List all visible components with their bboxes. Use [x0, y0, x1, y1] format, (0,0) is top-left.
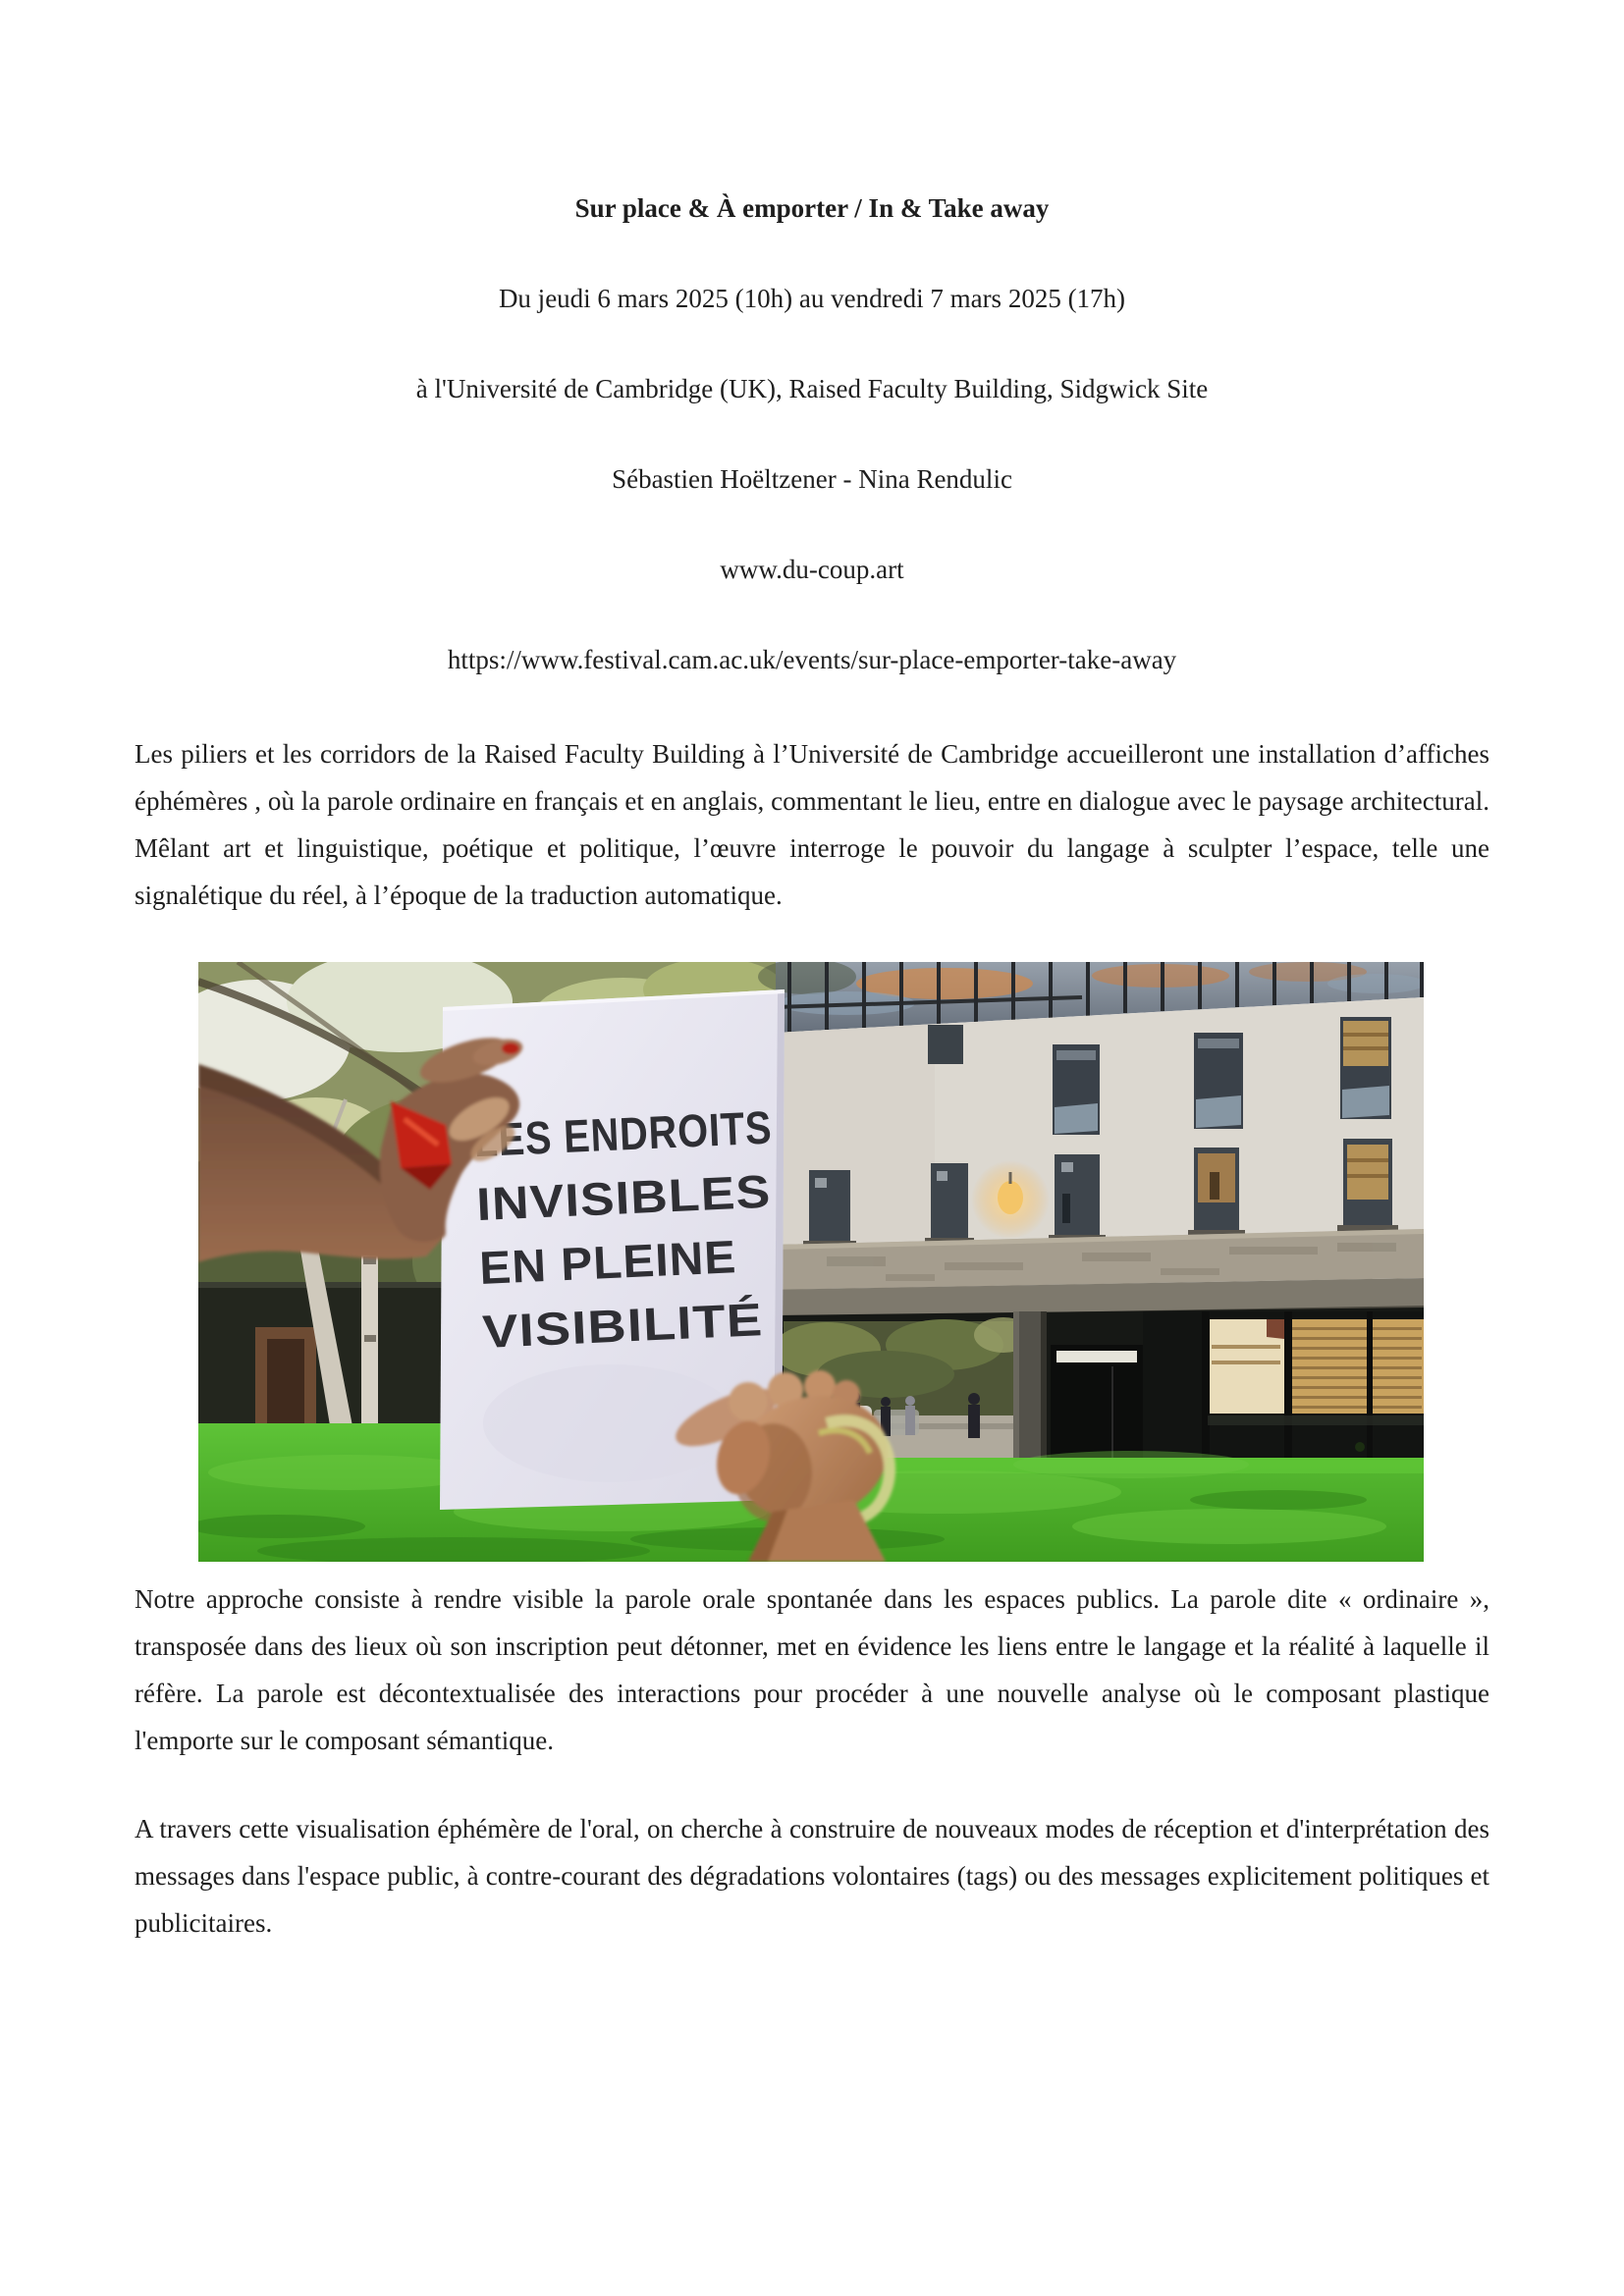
poster-line-1: LES ENDROITS: [472, 1097, 828, 1167]
photo-building: [758, 962, 1424, 1459]
event-location: à l'Université de Cambridge (UK), Raised Faculty Building, Sidgwick Site: [415, 374, 1209, 403]
event-photo: [198, 962, 1424, 1562]
undercroft-kiosk: [1051, 1345, 1143, 1459]
artist-website: www.du-coup.art: [720, 555, 904, 584]
event-photo-figure: [198, 962, 1424, 1562]
event-url: https://www.festival.cam.ac.uk/events/sur-place-emporter-take-away: [447, 645, 1177, 674]
poster-line-2: INVISIBLES: [475, 1165, 744, 1231]
event-dates: Du jeudi 6 mars 2025 (10h) au vendredi 7 mars 2025 (17h): [498, 284, 1126, 313]
poster-line-4: VISIBILITÉ: [481, 1294, 727, 1358]
page-title: Sur place & À emporter / In & Take away: [574, 193, 1050, 223]
storefront: [1143, 1311, 1424, 1459]
paragraph-approach: Notre approche consiste à rendre visible la parole orale spontanée dans les espaces publics. La parole dite « ordinaire », transposée dans des lieux où son inscription peut détonner, met en évidence les liens entre le langage et la réalité à laquelle il réfère. La parole est décontextualisée des interactions pour procéder à une nouvelle analyse où le composant plastique l'emporte sur le composant sémantique.: [135, 1584, 1489, 1755]
poster-line-3: EN PLEINE: [478, 1230, 733, 1295]
paragraph-goal: A travers cette visualisation éphémère de l'oral, on cherche à construire de nouveaux modes de réception et d'interprétation des messages dans l'espace public, à contre-courant des dégradations volontaires (tags) ou des messages explicitement politiques et publicitaires.: [135, 1814, 1489, 1938]
red-nail: [502, 1042, 519, 1054]
event-artists: Sébastien Hoëltzener - Nina Rendulic: [612, 464, 1012, 494]
paragraph-intro: Les piliers et les corridors de la Raised Faculty Building à l’Université de Cambridge accueilleront une installation d’affiches éphémères , où la parole ordinaire en français et en anglais, commentant le lieu, entre en dialogue avec le paysage architectural. Mêlant art et linguistique, poétique et politique, l’œuvre interroge le pouvoir du langage à sculpter l’espace, telle une signalétique du réel, à l’époque de la traduction automatique.: [135, 739, 1489, 910]
